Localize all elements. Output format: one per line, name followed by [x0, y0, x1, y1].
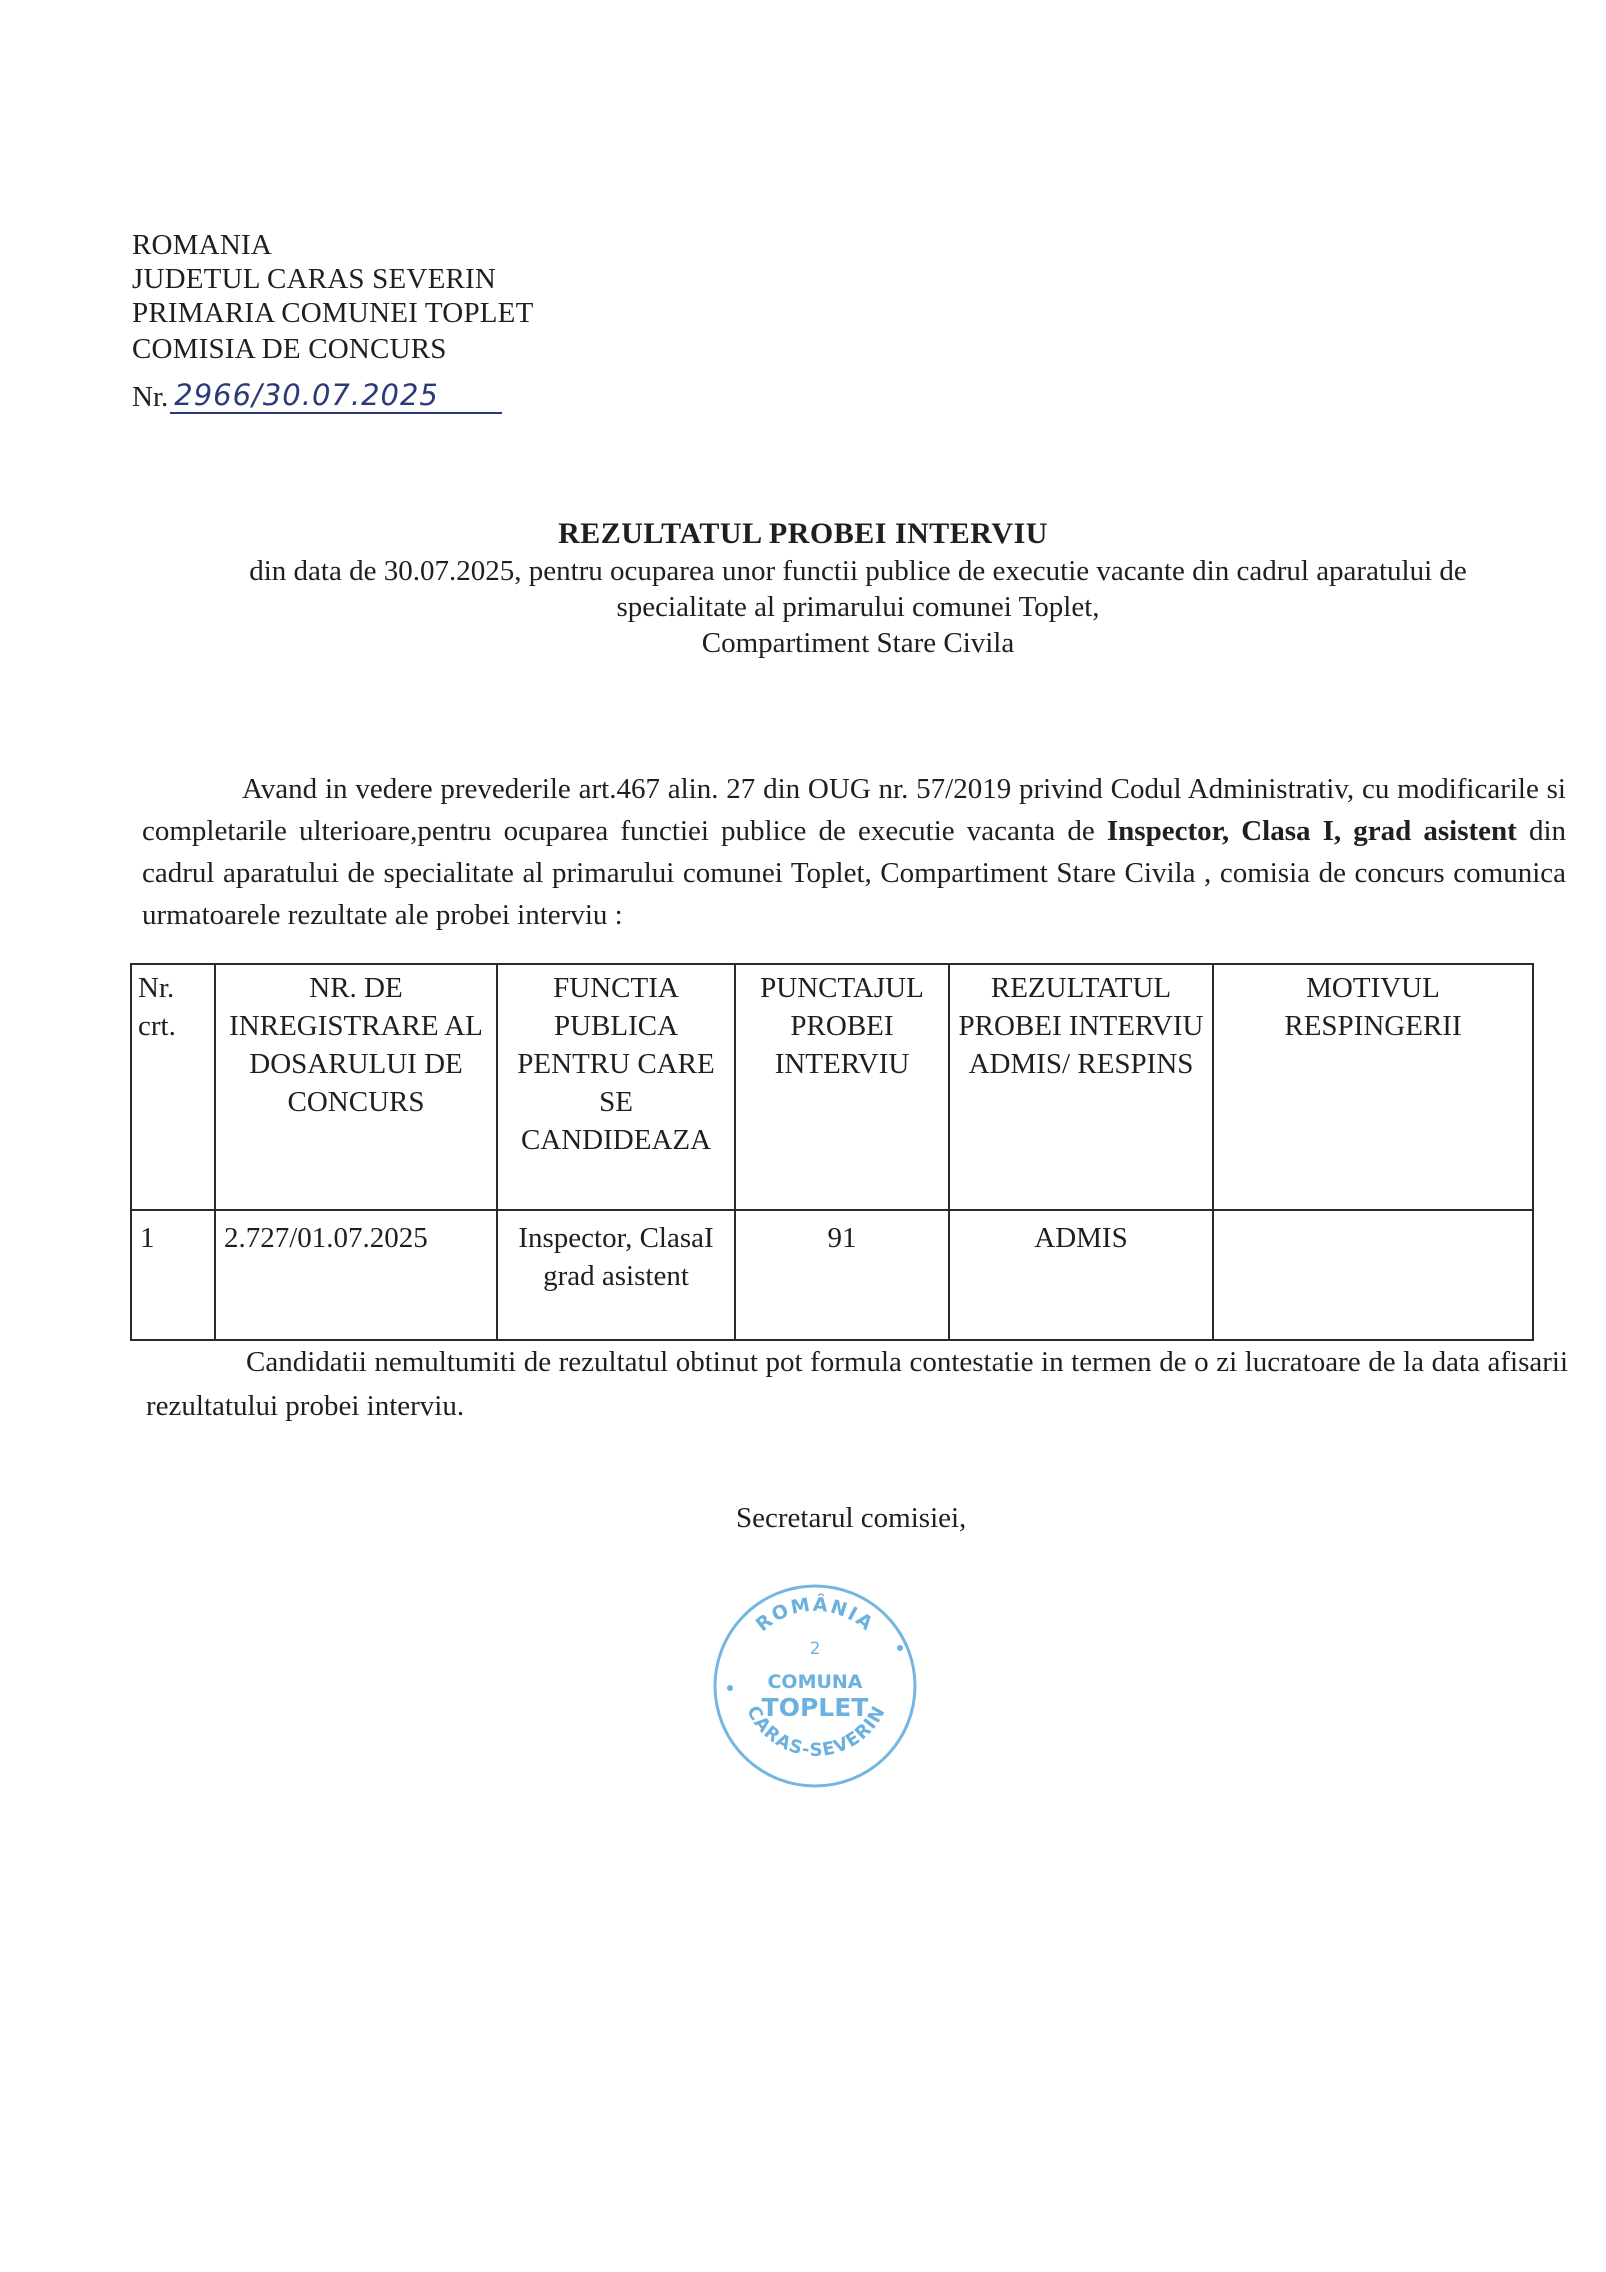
cell-rejection-reason — [1213, 1210, 1533, 1340]
document-subtitle — [168, 553, 1548, 661]
registration-number-handwritten: 2966/30.07.2025 — [170, 378, 502, 414]
appeal-notice: Candidatii nemultumiti de rezultatul obtinut pot formula contestatie in termen de o zi lucratoare de la data afisarii rezultatului probei interviu. — [146, 1346, 1568, 1422]
svg-text:ROMÂNIA — [752, 1593, 879, 1636]
table-header-row — [131, 964, 1533, 1210]
intro-text-part-1: Avand in vedere prevederile art.467 alin. 27 din OUG nr. 57/2019 privind Codul Administrativ, cu modificarile si completarile ulterioare,pentru ocuparea functiei publice de executie vacanta de — [142, 773, 1566, 847]
commune-stamp-icon — [700, 1568, 930, 1798]
stamp-commune-name: TOPLET — [761, 1693, 869, 1722]
header-public-function: FUNCTIA PUBLICA PENTRU CARE SE CANDIDEAZA — [497, 964, 735, 1210]
intro-position-title: Inspector, Clasa I, grad asistent — [1106, 815, 1517, 847]
stamp-number: 2 — [809, 1639, 821, 1659]
header-registration-number: NR. DE INREGISTRARE AL DOSARULUI DE CONCURS — [215, 964, 497, 1210]
registration-number — [132, 378, 502, 414]
subtitle-line-1: din data de 30.07.2025, pentru ocuparea unor functii publice de executie vacante din cadrul aparatului de — [249, 555, 1467, 587]
stamp-top-text: ROMÂNIA — [751, 1593, 879, 1637]
header-county: JUDETUL CARAS SEVERIN — [132, 263, 497, 295]
registration-number-label: Nr. — [132, 381, 169, 413]
header-commission: COMISIA DE CONCURS — [132, 333, 447, 365]
header-interview-result: REZULTATUL PROBEI INTERVIU ADMIS/ RESPINS — [949, 964, 1213, 1210]
cell-public-function: Inspector, ClasaI grad asistent — [497, 1210, 735, 1340]
table-row — [131, 1210, 1533, 1340]
cell-interview-score: 91 — [735, 1210, 949, 1340]
cell-nr-crt: 1 — [131, 1210, 215, 1340]
cell-interview-result: ADMIS — [949, 1210, 1213, 1340]
header-country: ROMANIA — [132, 229, 272, 261]
secretary-signature-label: Secretarul comisiei, — [736, 1502, 967, 1534]
subtitle-line-2: specialitate al primarului comunei Toplet, — [616, 591, 1100, 623]
header-rejection-reason: MOTIVUL RESPINGERII — [1213, 964, 1533, 1210]
intro-paragraph — [142, 768, 1566, 936]
stamp-bottom-text: CARAS-SEVERIN — [742, 1702, 890, 1761]
intro-text-part-2: din cadrul aparatului de specialitate al primarului comunei Toplet, Compartiment Stare Civila , comisia de concurs comunica urmatoarele rezultate ale probei interviu : — [142, 815, 1567, 931]
header-town-hall: PRIMARIA COMUNEI TOPLET — [132, 297, 534, 329]
cell-registration-number: 2.727/01.07.2025 — [215, 1210, 497, 1340]
header-nr-crt: Nr. crt. — [131, 964, 215, 1210]
subtitle-line-3: Compartiment Stare Civila — [701, 627, 1015, 659]
header-interview-score: PUNCTAJUL PROBEI INTERVIU — [735, 964, 949, 1210]
document-title: REZULTATUL PROBEI INTERVIU — [558, 517, 1048, 550]
stamp-commune-label: COMUNA — [767, 1671, 863, 1693]
results-table — [130, 963, 1534, 1341]
